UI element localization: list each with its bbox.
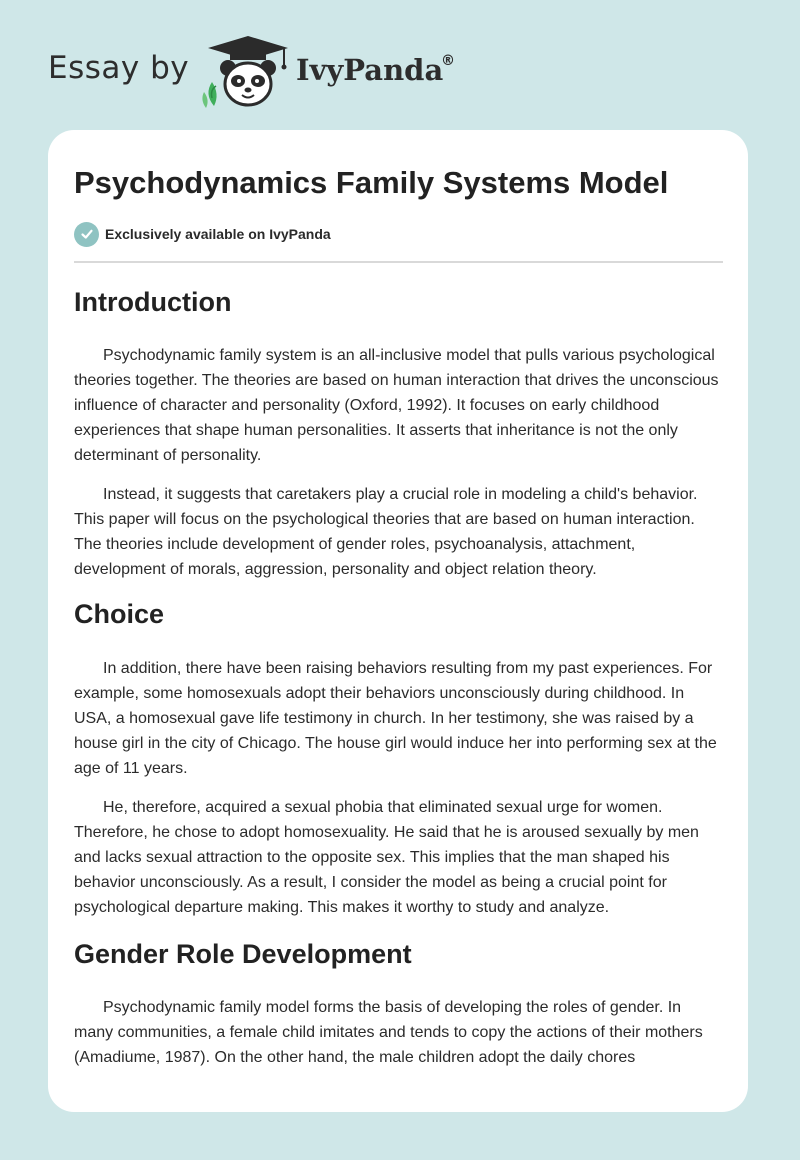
paragraph: Psychodynamic family system is an all-inclusive model that pulls various psychological theories together. The theories are based on human interaction that drives the unconscious influence of character and personality (Oxford, 1992). It focuses on early childhood experiences that shape human personalities. It asserts that inheritance is not the only determinant of personality. (74, 347, 719, 464)
paragraph: Psychodynamic family model forms the basis of developing the roles of gender. In many communities, a female child imitates and tends to copy the actions of their mothers (Amadiume, 1987). On the other hand, the male children adopt the daily chores (74, 999, 703, 1066)
article-title: Psychodynamics Family Systems Model (74, 165, 669, 200)
registered-mark: ® (441, 53, 455, 69)
essay-by-label: Essay by (48, 50, 190, 86)
article-card (48, 130, 748, 1112)
panda-graduate-icon[interactable] (200, 34, 292, 110)
article-body (74, 280, 724, 1070)
exclusive-badge (74, 221, 331, 247)
section-heading-gender-role-development: Gender Role Development (74, 939, 412, 969)
title-divider (74, 261, 723, 263)
site-header (0, 0, 800, 130)
paragraph: Instead, it suggests that caretakers play a crucial role in modeling a child's behavior. This paper will focus on the psychological theories that are based on human interaction. The theories include development of gender roles, psychoanalysis, attachment, development of morals, aggression, personality and object relation theory. (74, 486, 698, 578)
paragraph: In addition, there have been raising behaviors resulting from my past experiences. For example, some homosexuals adopt their behaviors unconsciously during childhood. In USA, a homosexual gave life testimony in church. In her testimony, she was raised by a house girl in the city of Chicago. The house girl would induce her into performing sex at the age of 11 years. (74, 660, 717, 777)
brand-name[interactable]: IvyPanda (296, 53, 444, 87)
paragraph: He, therefore, acquired a sexual phobia that eliminated sexual urge for women. Therefore, he chose to adopt homosexuality. He said that he is aroused sexually by men and lacks sexual attraction to the opposite sex. This implies that the man shaped his behavior unconsciously. As a result, I consider the model as being a crucial point for psychological departure making. This makes it worthy to study and analyze. (74, 799, 699, 916)
check-circle-icon (74, 222, 99, 247)
exclusive-badge-label: Exclusively available on IvyPanda (105, 226, 331, 242)
section-heading-choice: Choice (74, 599, 165, 629)
section-heading-introduction: Introduction (74, 287, 232, 317)
